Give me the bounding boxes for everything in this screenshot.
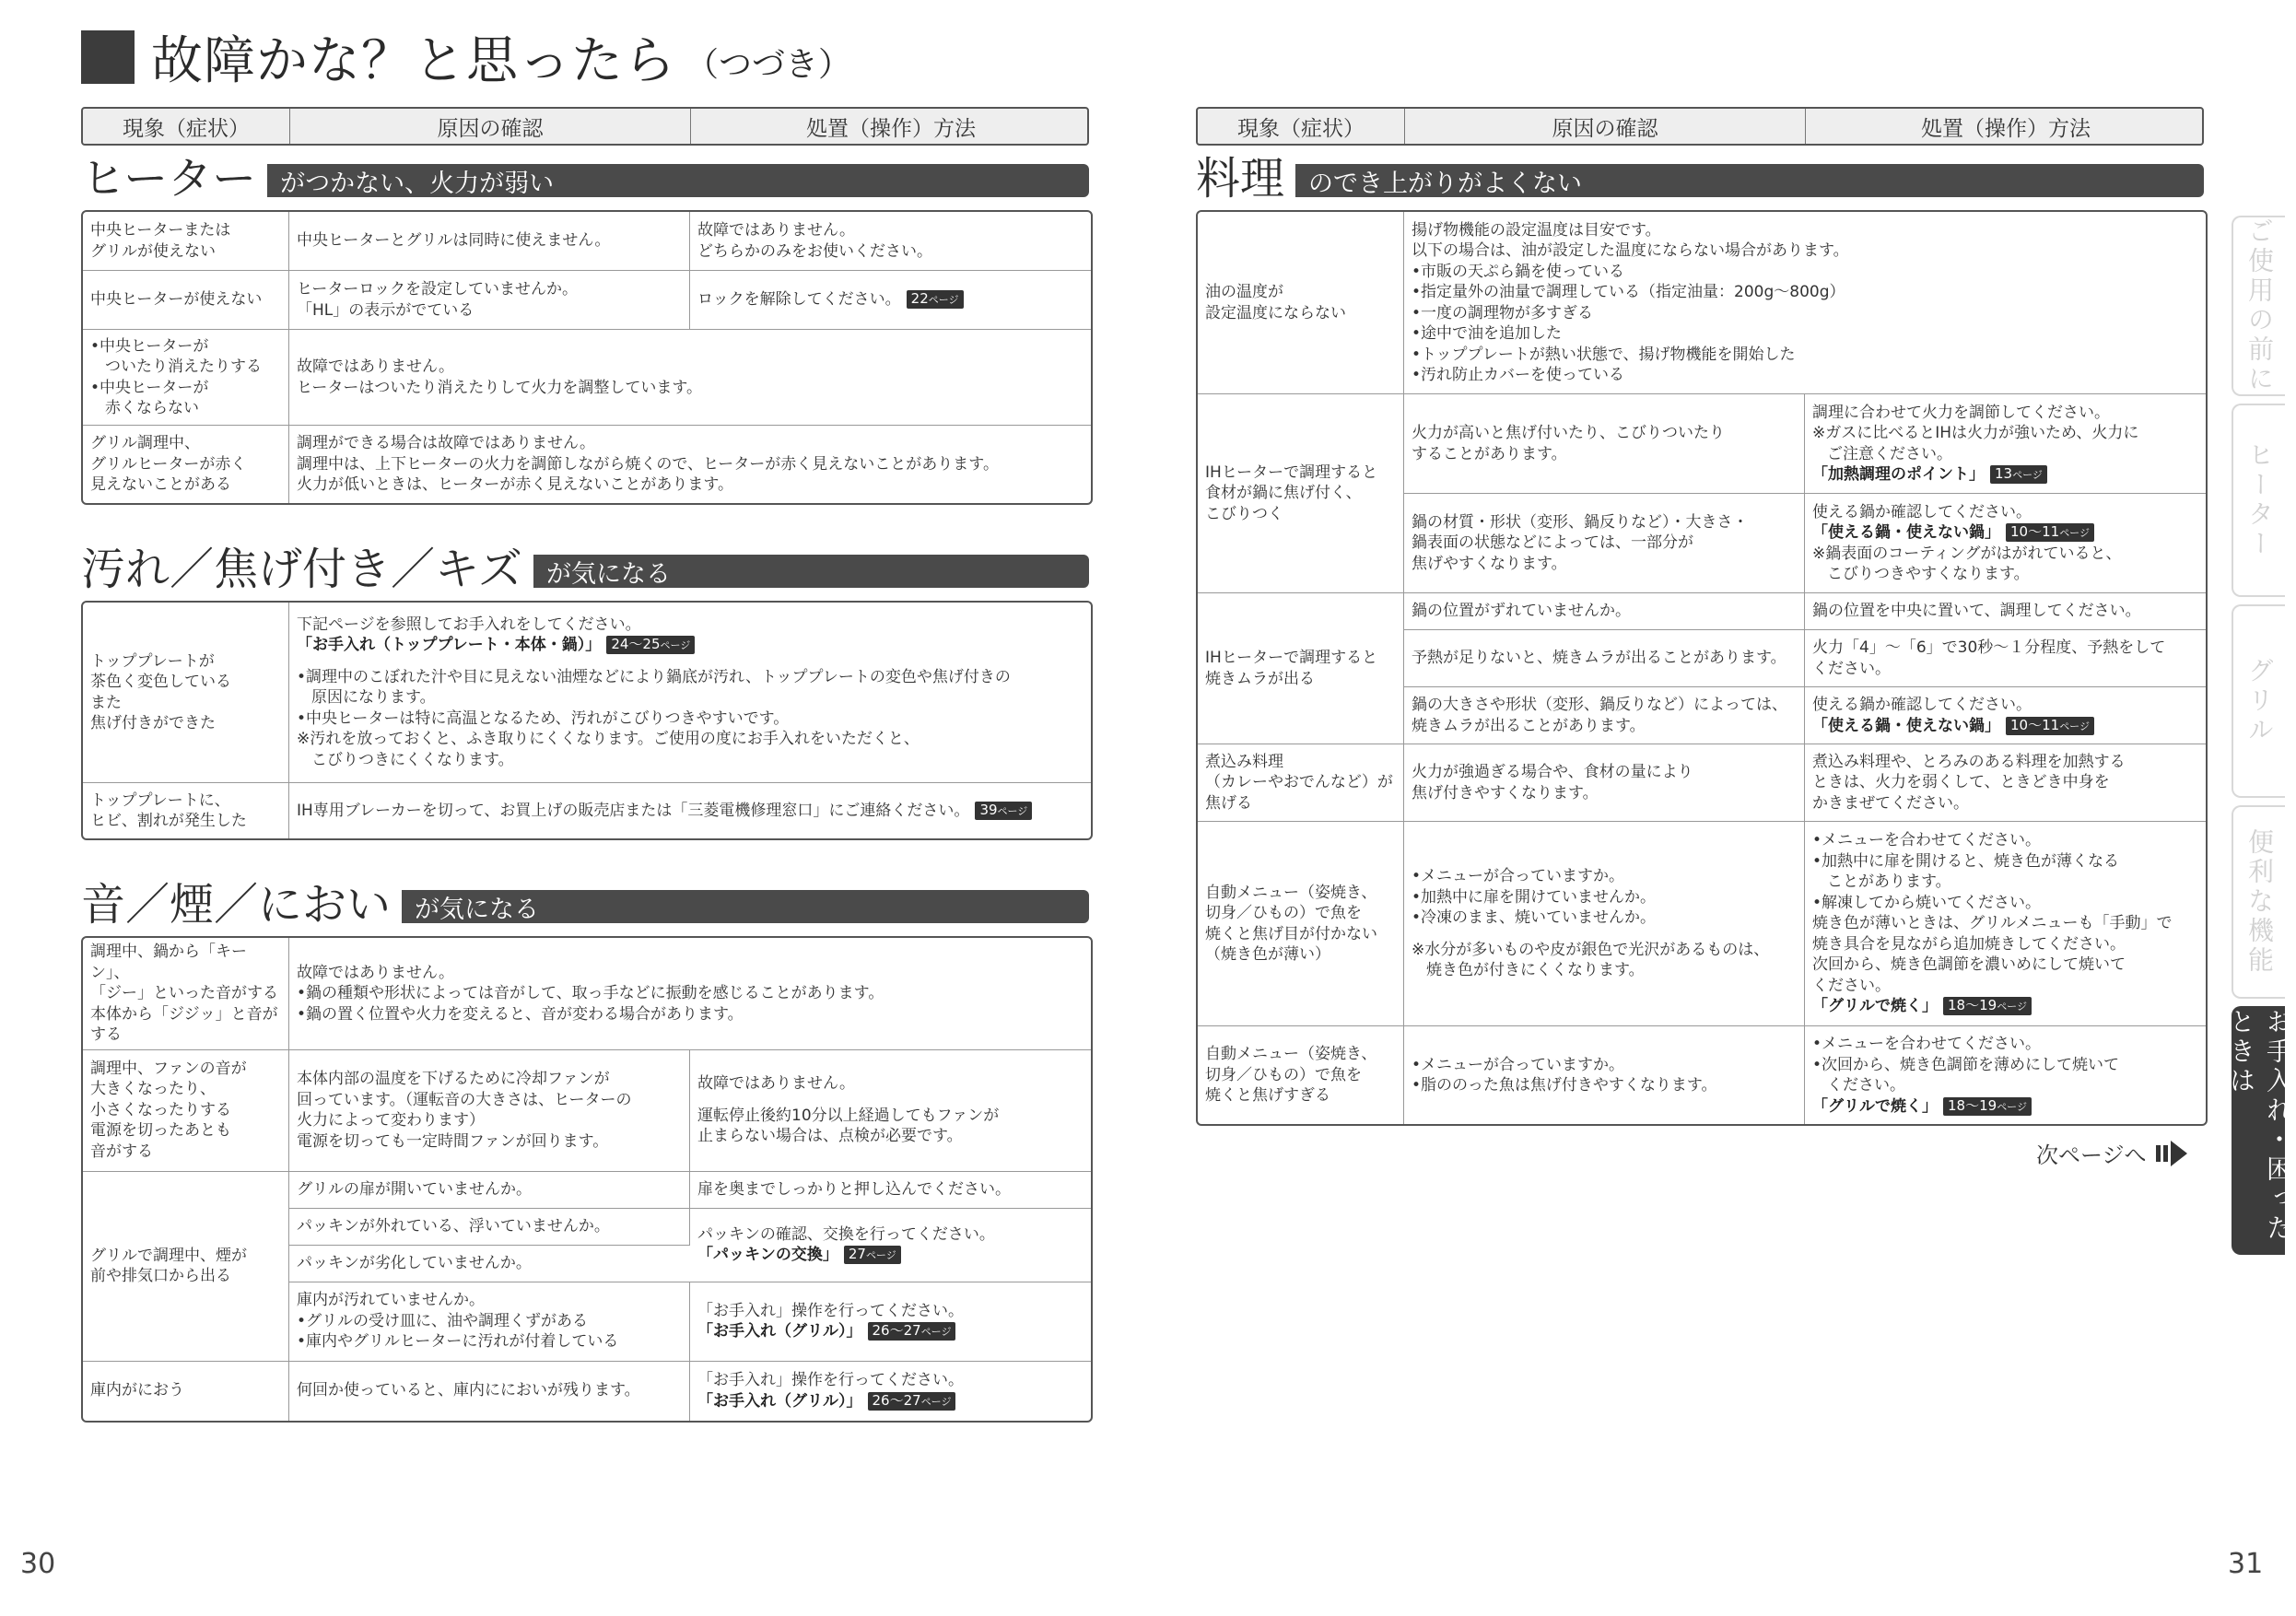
cause-text: 鍋の位置がずれていませんか。 — [1412, 602, 1631, 621]
symptom-text: 切身／ひもの）で魚を — [1205, 1065, 1362, 1084]
note-text: 原因になります。 — [311, 688, 436, 708]
section-title: ヒーター — [81, 153, 257, 205]
cause-text: グリルの扉が開いていませんか。 — [297, 1179, 532, 1199]
page-ref-link[interactable]: 24〜25ページ — [606, 636, 695, 654]
action-text: ※ガスに比べるとIHは火力が強いため、火力に — [1812, 424, 2139, 442]
page-title — [81, 26, 852, 91]
cooking-table — [1196, 210, 2208, 1126]
cause-text: 回っています。（運転音の大きさは、ヒーターの — [297, 1090, 632, 1109]
note-text: ※汚れを放っておくと、ふき取りにくくなります。ご使用の度にお手入れをいただくと、 — [297, 730, 920, 749]
symptom-text: •中央ヒーターが — [90, 336, 209, 356]
symptom-text: 設定温度にならない — [1205, 303, 1346, 322]
symptom-text: •中央ヒーターが — [90, 378, 209, 397]
cause-text: 以下の場合は、油が設定した温度にならない場合があります。 — [1412, 241, 1849, 260]
symptom-text: 本体から「ジジッ」と音が — [90, 1004, 278, 1024]
cause-text: 中央ヒーターとグリルは同時に使えません。 — [297, 231, 611, 251]
cause-text: 何回か使っていると、庫内ににおいが残ります。 — [297, 1381, 640, 1400]
tab-care-trouble[interactable]: お手入れ・困ったときは — [2232, 1006, 2285, 1255]
action-text: •メニューを合わせてください。 — [1812, 1035, 2042, 1053]
action-text: •メニューを合わせてください。 — [1812, 831, 2042, 850]
section-band: のでき上がりがよくない — [1295, 164, 2204, 197]
action-text: 使える鍋か確認してください。 — [1812, 696, 2032, 714]
page-ref-link[interactable]: 18〜19ページ — [1943, 997, 2032, 1015]
cause-text: 鍋表面の状態などによっては、一部分が — [1412, 533, 1693, 553]
cause-text: 電源を切っても一定時間ファンが回ります。 — [297, 1131, 609, 1151]
section-heater — [81, 155, 1089, 203]
action-text: ロックを解除してください。 — [697, 290, 901, 310]
action-text: 火力「4」〜「6」で30秒〜１分程度、予熱をして — [1812, 638, 2166, 657]
symptom-text: 見えないことがある — [90, 475, 231, 495]
cause-text: 揚げ物機能の設定温度は目安です。 — [1412, 220, 1661, 240]
symptom-text: 焼きムラが出る — [1205, 669, 1315, 688]
symptom-text: する — [90, 1025, 122, 1044]
header-action: 処置（操作）方法 — [1805, 109, 2206, 144]
symptom-text: 茶色く変色している — [90, 673, 231, 691]
manual-link[interactable]: 「グリルで焼く」 — [1812, 1096, 1938, 1116]
table-row — [83, 938, 1091, 1050]
symptom-text: 中央ヒーターが使えない — [90, 290, 263, 310]
action-text: IH専用ブレーカーを切って、お買上げの販売店または「三菱電機修理窓口」にご連絡ください。 — [297, 801, 970, 820]
side-tabs — [2226, 216, 2293, 1262]
page-ref-link[interactable]: 26〜27ページ — [868, 1322, 956, 1341]
action-text: ご注意ください。 — [1827, 444, 1952, 463]
table-row — [83, 330, 1091, 426]
symptom-text: 焦げ付きができた — [90, 714, 216, 732]
manual-link[interactable]: 「お手入れ（グリル）」 — [697, 1391, 862, 1411]
cause-text: •メニューが合っていますか。 — [1412, 867, 1625, 886]
symptom-text: 油の温度が — [1205, 283, 1283, 301]
cause-text: 調理中は、上下ヒーターの火力を調節しながら焼くので、ヒーターが赤く見えないことがあります。 — [297, 454, 999, 474]
symptom-text: 煮込み料理 — [1205, 752, 1283, 771]
cause-text: •加熱中に扉を開けていませんか。 — [1412, 887, 1657, 907]
symptom-text: こびりつく — [1205, 504, 1283, 523]
symptom-text: ヒビ、割れが発生した — [90, 812, 247, 830]
title-square-icon — [81, 30, 135, 84]
cause-text: 庫内が汚れていませんか。 — [297, 1291, 485, 1310]
page-ref-link[interactable]: 39ページ — [975, 802, 1032, 820]
header-symptom: 現象（症状） — [123, 116, 250, 141]
table-row — [1198, 394, 2206, 494]
action-text: ください。 — [1827, 1076, 1905, 1095]
cause-text: •鍋の置く位置や火力を変えると、音が変わる場合があります。 — [297, 1004, 744, 1024]
header-action: 処置（操作）方法 — [690, 109, 1091, 144]
symptom-text: 庫内がにおう — [90, 1381, 184, 1400]
action-text: 煮込み料理や、とろみのある料理を加熱する — [1812, 752, 2126, 771]
left-column — [81, 107, 1089, 1423]
cause-text: ヒーターロックを設定していませんか。 — [297, 280, 578, 299]
action-text: 鍋の位置を中央に置いて、調理してください。 — [1812, 602, 2141, 621]
action-text: 運転停止後約10分以上経過してもファンが — [697, 1106, 1000, 1125]
cause-text: することがあります。 — [1412, 444, 1567, 463]
right-column — [1196, 107, 2204, 1126]
cause-text: パッキンが劣化していませんか。 — [297, 1253, 532, 1272]
arrow-right-icon — [2156, 1141, 2187, 1166]
cause-text: •指定量外の油量で調理している（指定油量：200g〜800g） — [1412, 283, 1845, 301]
symptom-text: また — [90, 693, 122, 712]
symptom-text: トッププレートに、 — [90, 790, 230, 810]
action-text: •解凍してから焼いてください。 — [1812, 893, 2042, 912]
manual-link[interactable]: 「パッキンの交換」 — [697, 1246, 838, 1264]
tab-grill[interactable]: グリル — [2232, 604, 2285, 798]
page-number-left: 30 — [20, 1548, 56, 1580]
section-band: が気になる — [533, 555, 1089, 588]
symptom-text: 中央ヒーターまたは — [90, 221, 231, 240]
symptom-text: （焼き色が薄い） — [1205, 945, 1330, 964]
symptom-text: 切身／ひもの）で魚を — [1205, 904, 1362, 922]
page-ref-link[interactable]: 18〜19ページ — [1943, 1097, 2032, 1116]
cause-text: 火力が低いときは、ヒーターが赤く見えないことがあります。 — [297, 475, 733, 495]
page-ref-link[interactable]: 13ページ — [1990, 465, 2047, 484]
symptom-text: 自動メニュー（姿焼き、 — [1205, 883, 1377, 902]
cause-text: •一度の調理物が多すぎる — [1412, 303, 1594, 322]
tab-heater[interactable]: ヒーター — [2232, 404, 2285, 597]
table-row — [83, 426, 1091, 503]
page-ref-link[interactable]: 10〜11ページ — [2006, 523, 2094, 542]
action-text: かきまぜてください。 — [1812, 793, 1969, 813]
table-row — [1198, 744, 2206, 822]
dirt-table — [81, 601, 1093, 840]
symptom-text: 焼くと焦げ目が付かない — [1205, 924, 1377, 943]
table-row — [83, 1050, 1091, 1172]
symptom-text: 食材が鍋に焦げ付く、 — [1205, 484, 1362, 503]
cause-text: 火力が高いと焦げ付いたり、こびりついたり — [1412, 424, 1725, 442]
table-row — [83, 271, 1091, 330]
cause-text: •トッププレートが熱い状態で、揚げ物機能を開始した — [1412, 345, 1796, 364]
cause-text: 焦げ付きやすくなります。 — [1412, 783, 1599, 802]
symptom-text: 調理中、ファンの音が — [90, 1059, 247, 1078]
manual-link[interactable]: 「使える鍋・使えない鍋」 — [1812, 523, 2000, 542]
manual-link[interactable]: 「使える鍋・使えない鍋」 — [1812, 716, 2000, 735]
table-row — [1198, 1026, 2206, 1124]
cause-text: 鍋の大きさや形状（変形、鍋反りなど）によっては、 — [1412, 696, 1787, 714]
cause-text: •鍋の種類や形状によっては音がして、取っ手などに振動を感じることがあります。 — [297, 984, 884, 1002]
table-row — [1198, 593, 2206, 630]
title-sub: （つづき） — [685, 45, 852, 84]
cause-text: 予熱が足りないと、焼きムラが出ることがあります。 — [1412, 649, 1786, 668]
header-cause: 原因の確認 — [289, 109, 690, 144]
action-text: 焼き具合を見ながら追加焼きしてください。 — [1812, 934, 2126, 954]
action-text: 故障ではありません。 — [697, 1074, 856, 1094]
tab-before-use[interactable]: ご使用の前に — [2232, 216, 2285, 396]
section-band: が気になる — [402, 890, 1089, 923]
symptom-text: IHヒーターで調理すると — [1205, 649, 1378, 667]
table-row — [83, 783, 1091, 838]
section-band: がつかない、火力が弱い — [267, 164, 1089, 197]
action-text: 止まらない場合は、点検が必要です。 — [697, 1127, 963, 1146]
symptom-text: トッププレートが — [90, 651, 215, 671]
header-cause: 原因の確認 — [1404, 109, 1805, 144]
cause-text: 焼きムラが出ることがあります。 — [1412, 716, 1646, 735]
cause-text: 故障ではありません。 — [297, 963, 455, 982]
section-title: 音／煙／におい — [81, 879, 392, 931]
symptom-text: 「ジー」といった音がする — [90, 984, 278, 1002]
symptom-text: 前や排気口から出る — [90, 1267, 231, 1285]
next-page-label: 次ページへ — [2036, 1142, 2147, 1168]
page-number-right: 31 — [2228, 1548, 2264, 1580]
symptom-text: （カレーやおでんなど）が — [1205, 773, 1393, 792]
action-text: こびりつきやすくなります。 — [1827, 565, 2030, 583]
action-text: ください。 — [1812, 659, 1891, 678]
symptom-text: 電源を切ったあとも — [90, 1121, 231, 1141]
section-dirt — [81, 545, 1089, 593]
note-text: •調理中のこぼれた汁や目に見えない油煙などにより鍋底が汚れ、トッププレートの変色や焦げ付きの — [297, 667, 1011, 686]
cause-text: 焼き色が付きにくくなります。 — [1426, 961, 1645, 980]
symptom-text: 小さくなったりする — [90, 1100, 231, 1119]
cause-text: •庫内やグリルヒーターに汚れが付着している — [297, 1332, 619, 1352]
sound-table — [81, 936, 1093, 1423]
cause-text: 火力が強過ぎる場合や、食材の量により — [1412, 763, 1693, 781]
manual-link[interactable]: 「お手入れ（グリル）」 — [697, 1322, 862, 1341]
manual-link[interactable]: 「お手入れ（トッププレート・本体・鍋）」 — [297, 636, 602, 655]
tab-convenient[interactable]: 便利な機能 — [2232, 805, 2285, 999]
action-text: •加熱中に扉を開けると、焼き色が薄くなる — [1812, 851, 2120, 871]
page-ref-link[interactable]: 22ページ — [907, 290, 964, 309]
cause-text: •途中で油を追加した — [1412, 324, 1563, 343]
cause-text: •冷凍のまま、焼いていませんか。 — [1412, 908, 1657, 928]
table-row — [1198, 822, 2206, 1026]
action-text: 「お手入れ」操作を行ってください。 — [697, 1371, 964, 1389]
symptom-text: 調理中、鍋から「キーン」、 — [90, 943, 247, 982]
table-row — [83, 603, 1091, 783]
title-main: 故障かな？と思ったら — [151, 31, 676, 91]
action-text: ことがあります。 — [1827, 872, 1951, 892]
cause-text: 「HL」の表示がでている — [297, 300, 474, 320]
manual-link[interactable]: 「グリルで焼く」 — [1812, 997, 1938, 1016]
action-text: どちらかのみをお使いください。 — [697, 241, 932, 261]
symptom-text: 自動メニュー（姿焼き、 — [1205, 1045, 1377, 1064]
cause-text: ※水分が多いものや皮が銀色で光沢があるものは、 — [1412, 940, 1770, 959]
page-ref-link[interactable]: 26〜27ページ — [868, 1392, 956, 1411]
table-row — [83, 1172, 1091, 1209]
cause-text: •市販の天ぷら鍋を使っている — [1412, 262, 1625, 281]
manual-link[interactable]: 「加熱調理のポイント」 — [1812, 465, 1985, 484]
table-header — [81, 107, 1089, 146]
section-title: 料理 — [1196, 153, 1285, 205]
header-symptom: 現象（症状） — [1237, 116, 1365, 141]
action-text: 故障ではありません。 — [697, 221, 856, 240]
action-text: 扉を奥までしっかりと押し込んでください。 — [697, 1179, 1011, 1199]
cause-text: パッキンが外れている、浮いていませんか。 — [297, 1216, 610, 1235]
action-text: ときは、火力を弱くして、ときどき中身を — [1812, 773, 2110, 792]
cause-text: 本体内部の温度を下げるために冷却ファンが — [297, 1070, 610, 1088]
cause-text: •脂ののった魚は焦げ付きやすくなります。 — [1412, 1076, 1717, 1095]
cause-text: 故障ではありません。 — [297, 357, 455, 376]
action-text: 焼き色が薄いときは、グリルメニューも「手動」で — [1812, 914, 2173, 933]
table-row — [83, 212, 1091, 271]
section-title: 汚れ／焦げ付き／キズ — [81, 544, 523, 595]
cause-text: •汚れ防止カバーを使っている — [1412, 366, 1625, 384]
cause-text: •グリルの受け皿に、油や調理くずがある — [297, 1311, 589, 1330]
action-text: パッキンの確認、交換を行ってください。 — [697, 1224, 995, 1244]
page-ref-link[interactable]: 27ページ — [844, 1246, 901, 1264]
action-text: ください。 — [1812, 976, 1891, 995]
cause-text: 焦げやすくなります。 — [1412, 554, 1567, 573]
cause-text: 下記ページを参照してお手入れをしてください。 — [297, 615, 641, 634]
symptom-text: 焼くと焦げすぎる — [1205, 1086, 1330, 1106]
cause-text: •メニューが合っていますか。 — [1412, 1055, 1625, 1074]
section-sound — [81, 881, 1089, 929]
symptom-text: 大きくなったり、 — [90, 1080, 216, 1099]
action-text: 使える鍋か確認してください。 — [1812, 502, 2032, 521]
heater-table — [81, 210, 1093, 505]
cause-text: 調理ができる場合は故障ではありません。 — [297, 434, 596, 453]
symptom-text: ついたり消えたりする — [105, 357, 262, 376]
cause-text: 鍋の材質・形状（変形、鍋反りなど）・大きさ・ — [1412, 512, 1749, 532]
note-text: こびりつきにくくなります。 — [311, 750, 514, 769]
action-text: •次回から、焼き色調節を薄めにして焼いて — [1812, 1055, 2120, 1074]
symptom-text: 赤くならない — [105, 399, 199, 417]
table-row — [83, 1362, 1091, 1421]
symptom-text: グリル調理中、 — [90, 434, 200, 453]
table-header — [1196, 107, 2204, 146]
symptom-text: グリルヒーターが赤く — [90, 454, 247, 474]
symptom-text: グリルで調理中、煙が — [90, 1246, 247, 1265]
symptom-text: 焦げる — [1205, 793, 1252, 813]
symptom-text: グリルが使えない — [90, 241, 216, 261]
page-ref-link[interactable]: 10〜11ページ — [2006, 717, 2094, 735]
next-page-link[interactable] — [2036, 1137, 2187, 1169]
action-text: ※鍋表面のコーティングがはがれていると、 — [1812, 544, 2122, 563]
cause-text: ヒーターはついたり消えたりして火力を調整しています。 — [297, 378, 702, 397]
action-text: 次回から、焼き色調節を濃いめにして焼いて — [1812, 955, 2126, 975]
table-row — [1198, 212, 2206, 394]
symptom-text: IHヒーターで調理すると — [1205, 463, 1378, 482]
action-text: 調理に合わせて火力を調節してください。 — [1812, 403, 2110, 422]
symptom-text: 音がする — [90, 1142, 153, 1161]
cause-text: 火力によって変わります） — [297, 1111, 485, 1130]
section-cooking — [1196, 155, 2204, 203]
note-text: •中央ヒーターは特に高温となるため、汚れがこびりつきやすいです。 — [297, 708, 790, 728]
action-text: 「お手入れ」操作を行ってください。 — [697, 1301, 964, 1320]
